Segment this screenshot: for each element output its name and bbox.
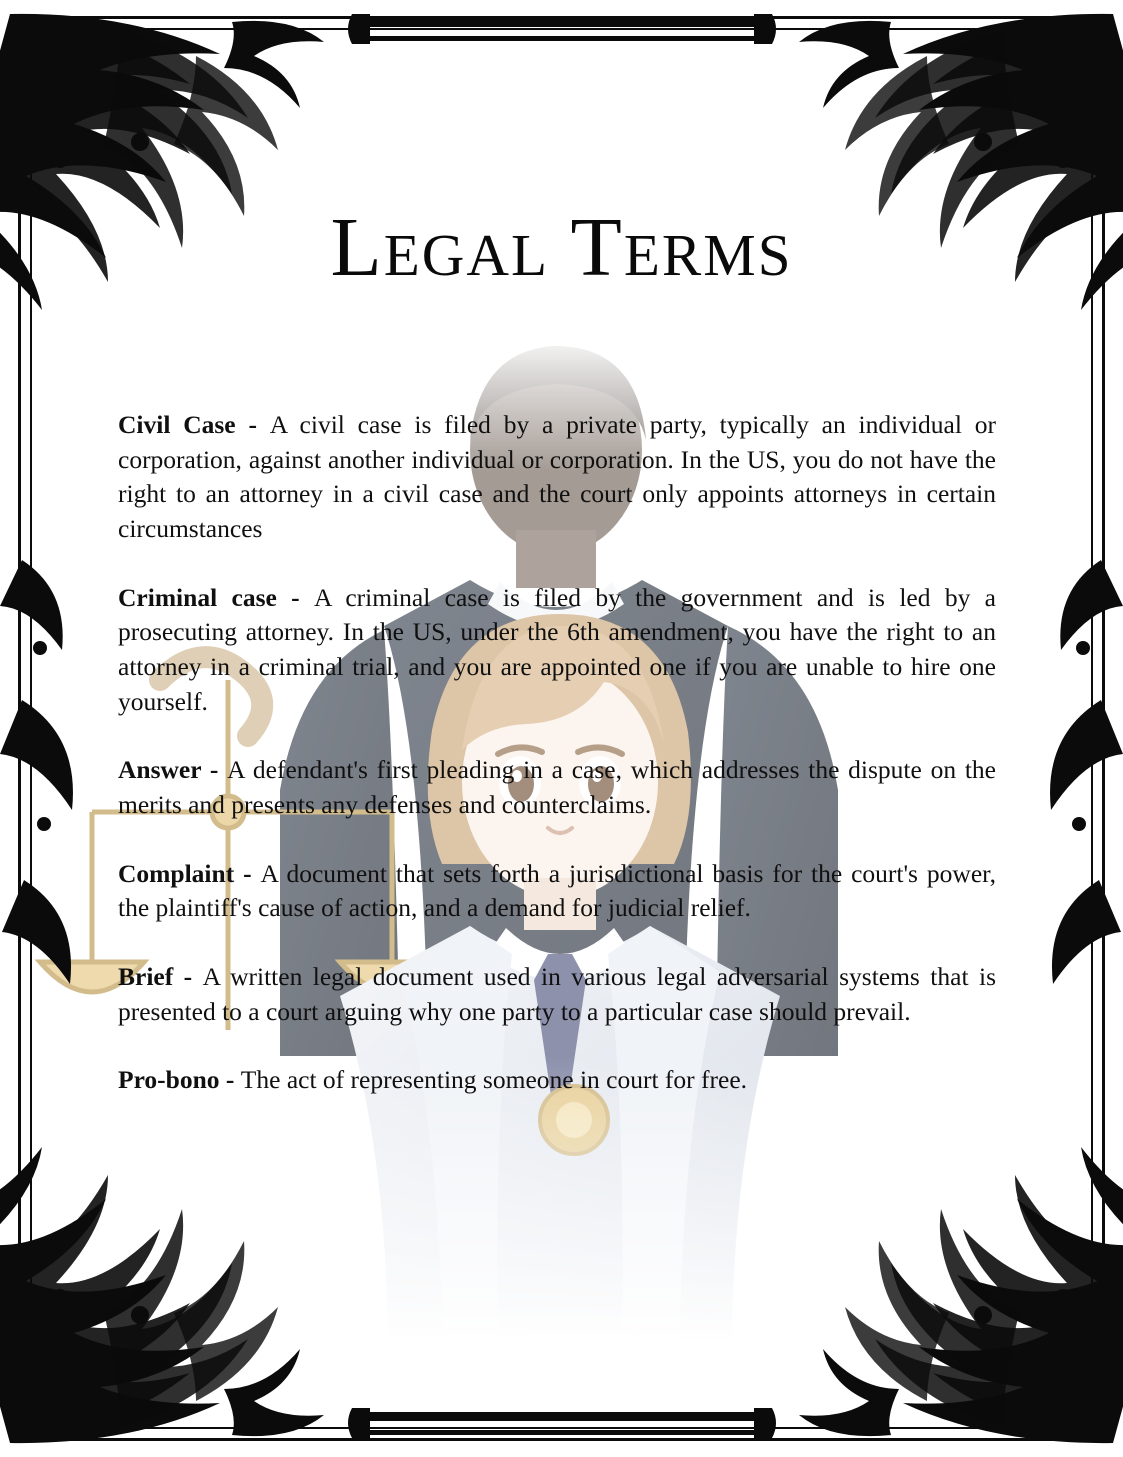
- term-definition: A written legal document used in various legal adversarial systems that is presented to a court arguing why one party to a particular case should prevail.: [118, 962, 997, 1026]
- term-definition: A defendant's first pleading in a case, which addresses the dispute on the merits and presents any defenses and counterclaims.: [118, 755, 996, 820]
- term-separator: -: [219, 1065, 241, 1095]
- term-entry: [118, 753, 996, 822]
- page-title: Legal Terms: [330, 201, 793, 295]
- term-separator: -: [235, 410, 270, 439]
- term-definition: A civil case is filed by a private party, typically an individual or corporation, against another individual or corporation. In the US, you do not have the right to an attorney in a civil case and the court only appoints attorneys in certain circumstances: [118, 410, 997, 544]
- term-label: Pro-bono: [118, 1065, 220, 1095]
- term-label: Civil Case: [118, 410, 236, 439]
- term-entry: [118, 960, 996, 1029]
- term-definition: The act of representing someone in court for free.: [240, 1065, 748, 1095]
- term-separator: -: [276, 582, 315, 612]
- term-separator: -: [201, 755, 228, 785]
- term-definition: A document that sets forth a jurisdictional basis for the court's power, the plaintiff's cause of action, and a demand for judicial relief.: [118, 858, 996, 923]
- term-entry: [118, 857, 996, 926]
- terms-list: [118, 408, 996, 1098]
- term-label: Answer: [118, 755, 202, 785]
- term-label: Criminal case: [118, 582, 277, 612]
- term-label: Brief: [118, 962, 174, 992]
- term-label: Complaint: [118, 858, 235, 888]
- term-entry: [118, 581, 996, 720]
- term-separator: -: [173, 962, 203, 992]
- term-separator: -: [234, 858, 261, 888]
- term-definition: A criminal case is filed by the government and is led by a prosecuting attorney. In the US, under the 6th amendment, you have the right to an attorney in a criminal trial, and you are appointed one if you are unable to hire one yourself.: [118, 582, 996, 716]
- term-entry: [118, 408, 996, 547]
- term-entry: [118, 1063, 996, 1098]
